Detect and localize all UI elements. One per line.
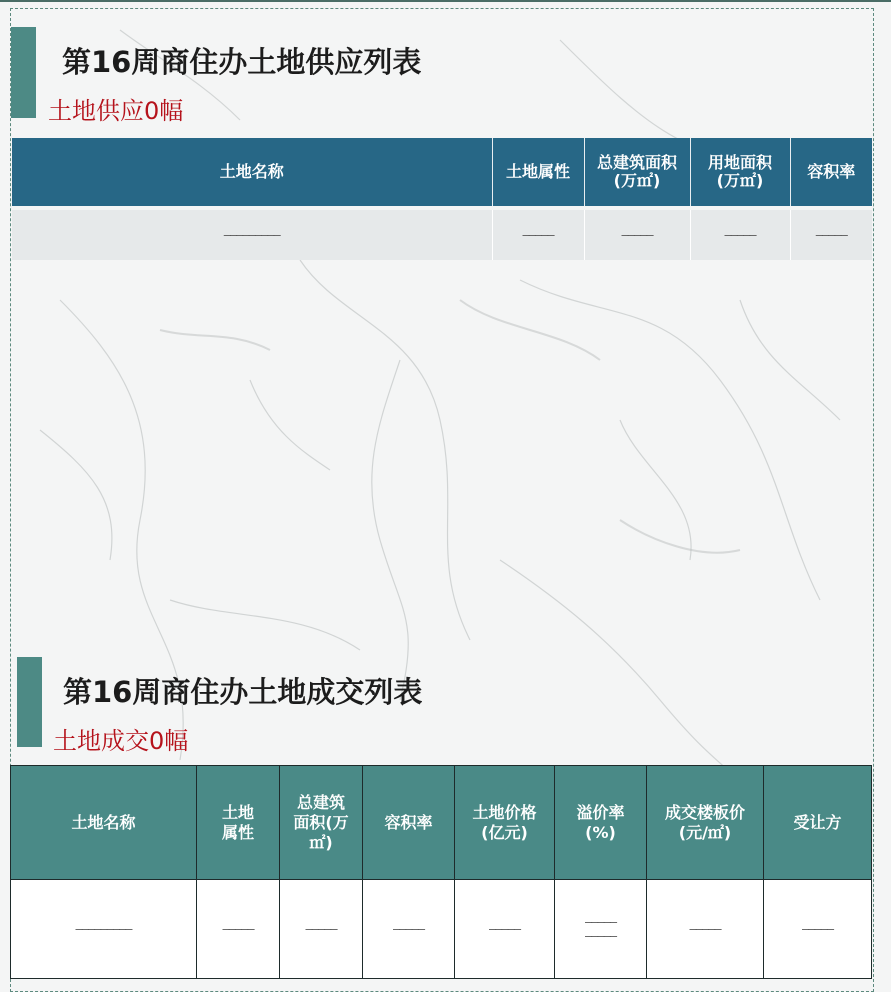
supply-header-land-type: 土地属性: [492, 138, 584, 208]
deal-cell-premium-rate: ————— —————: [555, 880, 647, 979]
supply-header-total-area: 总建筑面积 (万㎡): [584, 138, 690, 208]
supply-header-plot-ratio: 容积率: [790, 138, 872, 208]
supply-cell-total-area: —————: [584, 208, 690, 260]
deal-header-buyer: 受让方: [764, 766, 872, 880]
deal-table: [10, 765, 872, 979]
deal-cell-plot-ratio: —————: [363, 880, 455, 979]
supply-cell-land-name: —————————: [12, 208, 492, 260]
supply-cell-land-type: —————: [492, 208, 584, 260]
supply-title: 第16周商住办土地供应列表: [62, 45, 422, 79]
deal-header-land-type: 土地 属性: [197, 766, 280, 880]
deal-subtitle: 土地成交0幅: [53, 727, 189, 755]
deal-header-land-name: 土地名称: [11, 766, 197, 880]
deal-table-header-row: [11, 766, 872, 880]
supply-header-site-area: 用地面积 (万㎡): [690, 138, 790, 208]
deal-header-plot-ratio: 容积率: [363, 766, 455, 880]
supply-table-header-row: [12, 138, 872, 208]
deal-header-land-price: 土地价格 (亿元): [455, 766, 555, 880]
deal-accent-bar: [17, 657, 42, 747]
supply-table: [12, 138, 872, 260]
table-row: [11, 880, 872, 979]
deal-cell-land-name: —————————: [11, 880, 197, 979]
deal-header-total-area: 总建筑 面积(万 ㎡): [280, 766, 363, 880]
deal-cell-total-area: —————: [280, 880, 363, 979]
supply-subtitle: 土地供应0幅: [48, 97, 184, 125]
supply-accent-bar: [11, 27, 36, 118]
supply-header-land-name: 土地名称: [12, 138, 492, 208]
top-border-line: [0, 0, 891, 2]
deal-cell-floor-price: —————: [647, 880, 764, 979]
supply-cell-plot-ratio: —————: [790, 208, 872, 260]
deal-title: 第16周商住办土地成交列表: [63, 675, 423, 709]
deal-cell-land-price: —————: [455, 880, 555, 979]
deal-cell-buyer: —————: [764, 880, 872, 979]
supply-cell-site-area: —————: [690, 208, 790, 260]
deal-cell-land-type: —————: [197, 880, 280, 979]
deal-header-floor-price: 成交楼板价 (元/㎡): [647, 766, 764, 880]
deal-header-premium-rate: 溢价率 (%): [555, 766, 647, 880]
table-row: [12, 208, 872, 260]
